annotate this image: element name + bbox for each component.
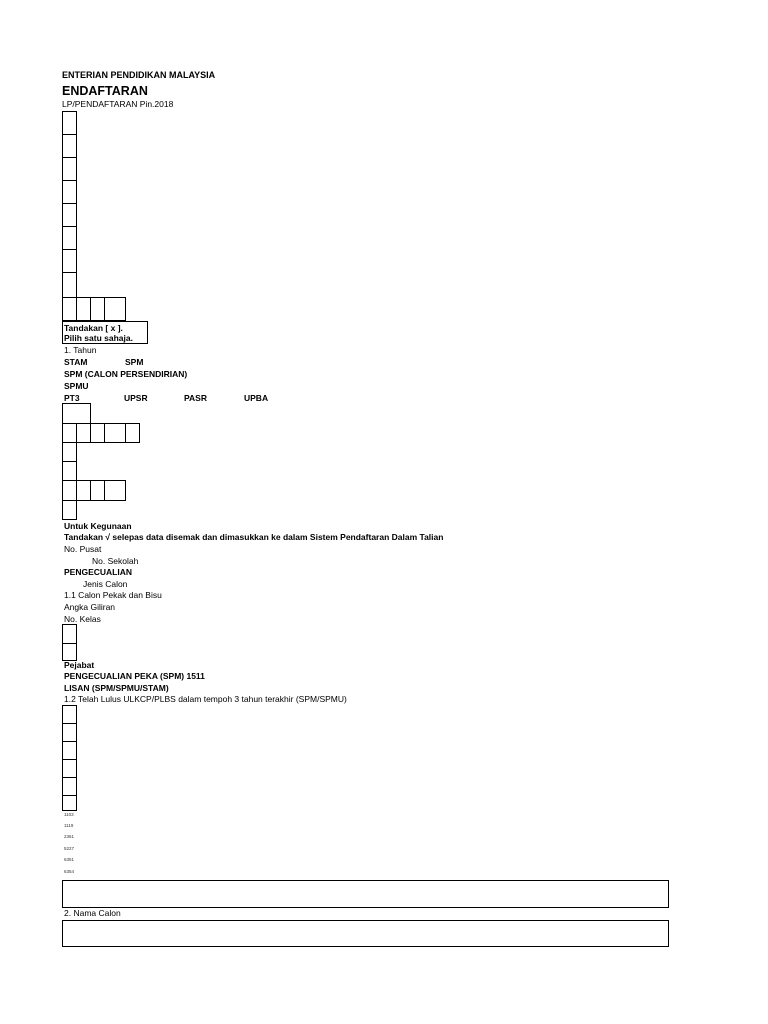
form-code: LP/PENDAFTARAN Pin.2018 xyxy=(62,99,174,109)
year-label: 1. Tahun xyxy=(64,345,97,355)
pejabat-label: Pejabat xyxy=(64,660,95,670)
entry-box[interactable] xyxy=(62,180,77,204)
entry-box[interactable] xyxy=(76,423,91,443)
ulkcp-label: 1.2 Telah Lulus ULKCP/PLBS dalam tempoh 3 tahun terakhir (SPM/SPMU) xyxy=(64,694,347,704)
option-upba[interactable]: UPBA xyxy=(244,393,269,403)
entry-box[interactable] xyxy=(125,423,140,443)
entry-box[interactable] xyxy=(62,442,77,462)
option-spmu[interactable]: SPMU xyxy=(64,381,89,391)
subject-box[interactable] xyxy=(62,741,77,760)
entry-box[interactable] xyxy=(62,134,77,158)
instruction-line-1: Tandakan [ x ]. xyxy=(64,323,123,333)
calon-pekak-label: 1.1 Calon Pekak dan Bisu xyxy=(64,590,162,600)
entry-box[interactable] xyxy=(62,272,77,298)
option-upsr[interactable]: UPSR xyxy=(124,393,148,403)
entry-box[interactable] xyxy=(62,624,77,644)
entry-box[interactable] xyxy=(62,111,77,135)
entry-box[interactable] xyxy=(90,480,105,501)
entry-box[interactable] xyxy=(62,157,77,181)
wide-entry-field[interactable] xyxy=(62,880,669,908)
option-stam[interactable]: STAM xyxy=(64,357,88,367)
subject-code: 6351 xyxy=(64,857,75,862)
entry-box[interactable] xyxy=(62,643,77,661)
subject-code: 2361 xyxy=(64,834,75,839)
angka-giliran-label: Angka Giliran xyxy=(64,602,116,612)
subject-box[interactable] xyxy=(62,705,77,724)
peka-exemption: PENGECUALIAN PEKA (SPM) 1511 xyxy=(64,671,205,681)
subject-code: 1119 xyxy=(64,823,74,828)
entry-box[interactable] xyxy=(62,461,77,481)
entry-box[interactable] xyxy=(104,423,126,443)
subject-code: 5227 xyxy=(64,846,75,851)
subject-box[interactable] xyxy=(62,777,77,796)
form-title: ENDAFTARAN xyxy=(62,84,148,98)
subject-code: 6354 xyxy=(64,869,75,874)
entry-box[interactable] xyxy=(62,249,77,273)
subject-box[interactable] xyxy=(62,723,77,742)
office-use-title: Untuk Kegunaan xyxy=(64,521,132,531)
option-pt3[interactable]: PT3 xyxy=(64,393,80,403)
no-kelas-label: No. Kelas xyxy=(64,614,101,624)
office-use-note: Tandakan √ selepas data disemak dan dimasukkan ke dalam Sistem Pendaftaran Dalam Talian xyxy=(64,532,444,542)
year-digit-box[interactable] xyxy=(62,297,77,321)
ministry-name: ENTERIAN PENDIDIKAN MALAYSIA xyxy=(62,70,216,80)
jenis-calon-label: Jenis Calon xyxy=(83,579,128,589)
instruction-line-2: Pilih satu sahaja. xyxy=(64,333,133,343)
option-spm[interactable]: SPM xyxy=(125,357,144,367)
lisan-label: LISAN (SPM/SPMU/STAM) xyxy=(64,683,169,693)
option-spm-private[interactable]: SPM (CALON PERSENDIRIAN) xyxy=(64,369,188,379)
entry-box[interactable] xyxy=(62,203,77,227)
entry-box[interactable] xyxy=(62,500,77,520)
entry-box[interactable] xyxy=(76,480,91,501)
entry-box[interactable] xyxy=(90,423,105,443)
no-pusat-label: No. Pusat xyxy=(64,544,102,554)
entry-box[interactable] xyxy=(62,480,77,501)
nama-calon-field[interactable] xyxy=(62,920,669,947)
nama-calon-label: 2. Nama Calon xyxy=(64,908,121,918)
subject-code: 1103 xyxy=(64,812,74,817)
year-digit-box[interactable] xyxy=(90,297,105,321)
entry-box[interactable] xyxy=(62,403,91,424)
subject-box[interactable] xyxy=(62,759,77,778)
entry-box[interactable] xyxy=(62,423,77,443)
year-digit-box[interactable] xyxy=(76,297,91,321)
subject-box[interactable] xyxy=(62,795,77,811)
entry-box[interactable] xyxy=(62,226,77,250)
entry-box[interactable] xyxy=(104,480,126,501)
year-digit-box[interactable] xyxy=(104,297,126,321)
option-pasr[interactable]: PASR xyxy=(184,393,207,403)
pengecualian-heading: PENGECUALIAN xyxy=(64,567,133,577)
no-sekolah-label: No. Sekolah xyxy=(92,556,139,566)
